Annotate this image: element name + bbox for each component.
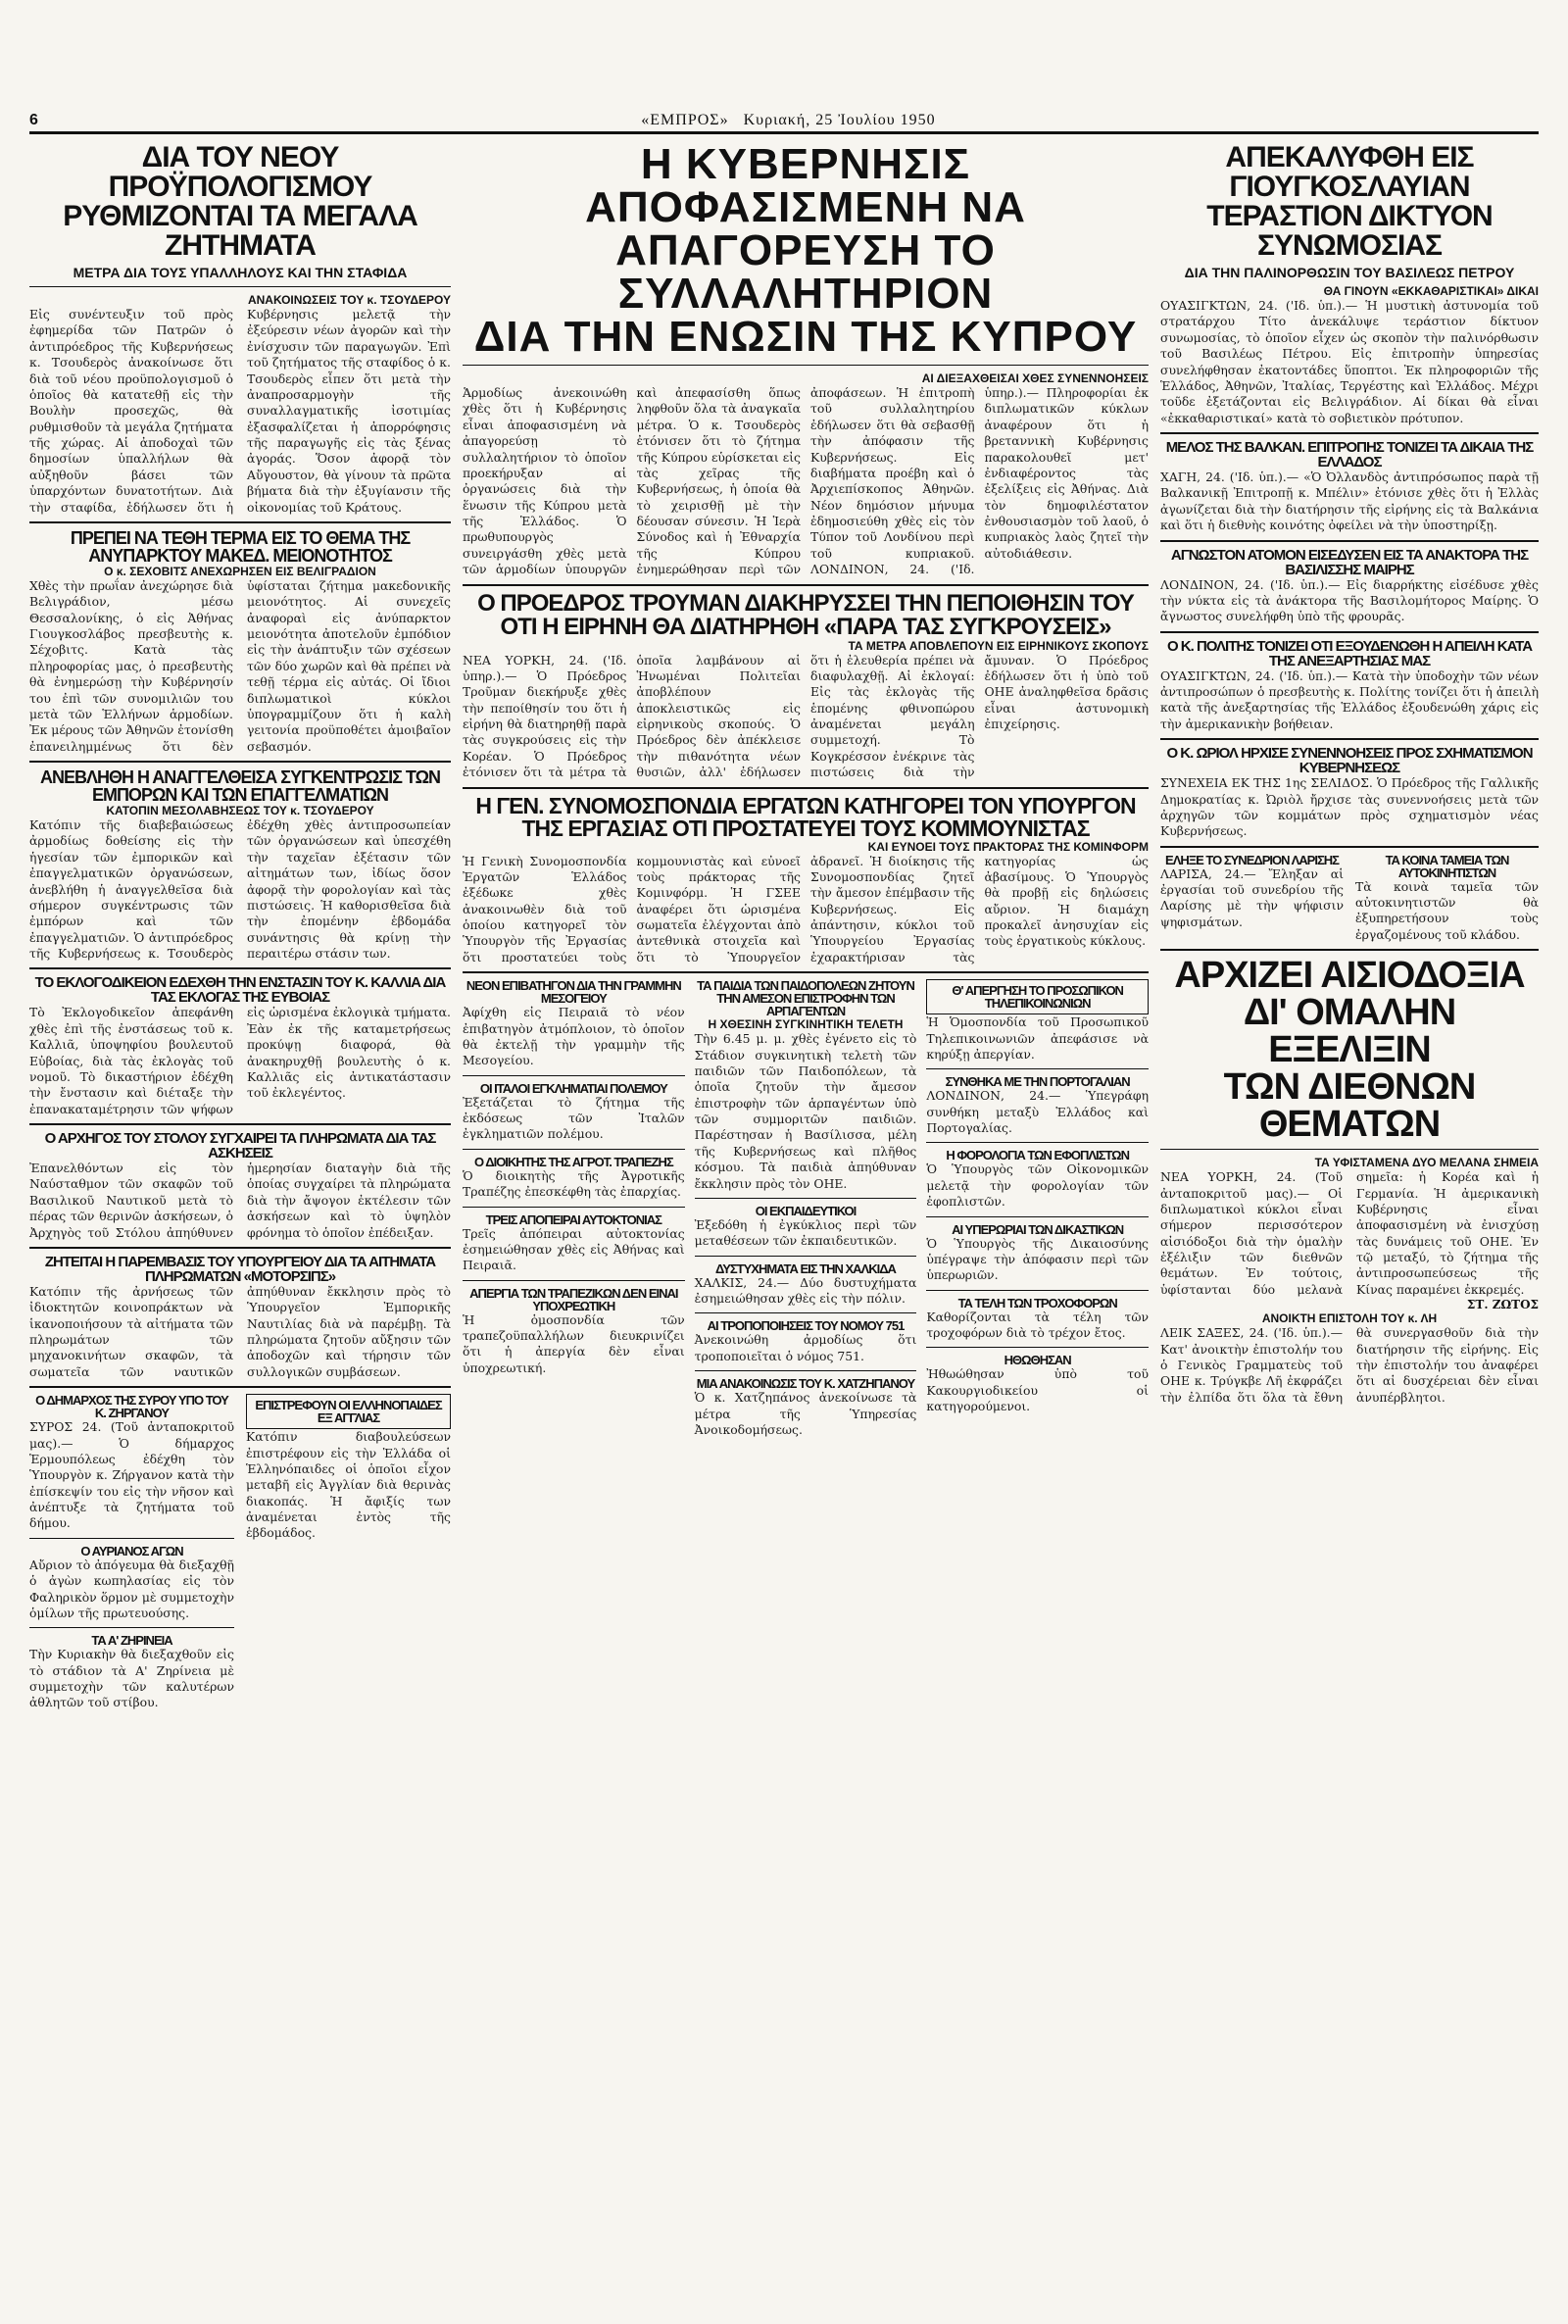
euboea-headline: ΤΟ ΕΚΛΟΓΟΔΙΚΕΙΟΝ ΕΔΕΧΘΗ ΤΗΝ ΕΝΣΤΑΣΙΝ ΤΟΥ Κ. ΚΑΛΛΙΑ ΔΙΑ ΤΑΣ ΕΚΛΟΓΑΣ ΤΗΣ ΕΥΒΟΙΑΣ	[34, 974, 446, 1007]
cyprus-kicker: ΑΙ ΔΙΕΞΑΧΘΕΙΣΑΙ ΧΘΕΣ ΣΥΝΕΝΝΟΗΣΕΙΣ	[921, 371, 1149, 385]
paper-name: «ΕΜΠΡΟΣ»	[641, 112, 729, 128]
rowing-body: Αὔριον τὸ ἀπόγευμα θὰ διεξαχθῇ ὁ ἀγὼν κωπηλασίας εἰς τὸν Φαληρικὸν ὅρμον μὲ συμμετοχὴν ὁμίλων τῆς πρωτευούσης.	[29, 1557, 234, 1620]
misc-2-headline: ΑΙ ΥΠΕΡΩΡΙΑΙ ΤΩΝ ΔΙΚΑΣΤΙΚΩΝ	[952, 1221, 1124, 1237]
article-motorships	[29, 1255, 451, 1380]
article-labor	[463, 792, 1149, 966]
middle-bottom-col1	[463, 979, 685, 1438]
labor-headline-2: ΤΗΣ ΕΡΓΑΣΙΑΣ ΟΤΙ ΠΡΟΣΤΑΤΕΥΕΙ ΤΟΥΣ ΚΟΜΜΟΥΝΙΣΤΑΣ	[521, 815, 1090, 841]
euboea-body: Τὸ Ἐκλογοδικεῖον ἀπεφάνθη χθὲς ἐπὶ τῆς ἐνστάσεως τοῦ κ. Καλλιᾶ, ὑποψηφίου βουλευτοῦ Εὐβοίας, διὰ τὰς ἐκλογὰς τοῦ νομοῦ. Τὸ δικαστήριον ἐδέχθη τὴν ἔνστασιν καὶ διέταξε τὴν ἐπανακαταμέτρησιν τῶν ψήφων εἰς ὡρισμένα ἐκλογικὰ τμήματα. Ἐὰν ἐκ τῆς καταμετρήσεως προκύψῃ διαφορά, θὰ ἀνακηρυχθῇ βουλευτὴς ὁ κ. Καλλιᾶς εἰς ἀντικατάστασιν τοῦ ἐκλεγέντος.	[29, 1005, 451, 1116]
misc-1-body: ΧΑΛΚΙΣ, 24.— Δύο δυστυχήματα ἐσημειώθησαν χθὲς εἰς τὴν πόλιν.	[694, 1274, 917, 1306]
yugoslavia-kicker: ΘΑ ΓΙΝΟΥΝ «ΕΚΚΑΘΑΡΙΣΤΙΚΑΙ» ΔΙΚΑΙ	[1323, 284, 1539, 298]
short-1-headline: ΟΙ ΙΤΑΛΟΙ ΕΓΚΛΗΜΑΤΙΑΙ ΠΟΛΕΜΟΥ	[479, 1080, 667, 1096]
left-bottom-b	[246, 1394, 451, 1711]
zhrineia-body: Τὴν Κυριακὴν θὰ διεξαχθοῦν εἰς τὸ στάδιον τὰ Α' Ζηρίνεια μὲ συμμετοχὴν τῶν καλυτέρων ἀθλητῶν τοῦ στίβου.	[29, 1647, 234, 1710]
children-body: Τὴν 6.45 μ. μ. χθὲς ἐγένετο εἰς τὸ Στάδιον συγκινητικὴ τελετὴ τῶν παιδιῶν τῶν Παιδοπόλεων, τὰ ὁποῖα ζητοῦν τὴν ἄμεσον ἐπιστροφὴν τῶν ἁρπαγέντων ὑπὸ τῶν συμμοριτῶν παιδιῶν. Παρέστησαν ἡ Βασίλισσα, μέλη τῆς Κυβερνήσεως καὶ πλῆθος κόσμου. Τὰ παιδιὰ ἀπηύθυναν ἔκκλησιν πρὸς τὸν ΟΗΕ.	[694, 1031, 917, 1191]
misc-0-body: Ἐξεδόθη ἡ ἐγκύκλιος περὶ τῶν μεταθέσεων τῶν ἐκπαιδευτικῶν.	[694, 1216, 917, 1249]
misc-4-headline: ΜΙΑ ΑΝΑΚΟΙΝΩΣΙΣ ΤΟΥ Κ. ΧΑΤΖΗΠΑΝΟΥ	[696, 1376, 915, 1392]
col4-1-body: ΛΟΝΔΙΝΟΝ, 24.— Ὑπεγράφη συνθήκη μεταξὺ Ἑλλάδος καὶ Πορτογαλίας.	[926, 1088, 1149, 1135]
short-3-headline: ΤΡΕΙΣ ΑΠΟΠΕΙΡΑΙ ΑΥΤΟΚΤΟΝΙΑΣ	[485, 1211, 662, 1227]
left-column	[29, 143, 451, 1711]
syros-headline: Ο ΔΗΜΑΡΧΟΣ ΤΗΣ ΣΥΡΟΥ ΥΠΟ ΤΟΥ Κ. ΖΗΡΓΑΝΟΥ	[35, 1393, 228, 1421]
short-3-body: Τρεῖς ἀπόπειραι αὐτοκτονίας ἐσημειώθησαν χθὲς εἰς Ἀθήνας καὶ Πειραιᾶ.	[463, 1225, 685, 1273]
col4-0-body: Ἡ Ὁμοσπονδία τοῦ Προσωπικοῦ Τηλεπικοινωνιῶν ἀπεφάσισε νὰ κηρύξῃ ἀπεργίαν.	[926, 1014, 1149, 1062]
truman-headline-2: ΟΤΙ Η ΕΙΡΗΝΗ ΘΑ ΔΙΑΤΗΡΗΘΗ «ΠΑΡΑ ΤΑΣ ΣΥΓΚΡΟΥΣΕΙΣ»	[500, 613, 1111, 640]
cyprus-headline-2: ΑΠΑΓΟΡΕΥΣΗ ΤΟ ΣΥΛΛΑΛΗΤΗΡΙΟΝ	[615, 226, 996, 318]
rowing-headline: Ο ΑΥΡΙΑΝΟΣ ΑΓΩΝ	[80, 1543, 183, 1558]
macedonia-kicker: Ο κ. ΣΕΧΟΒΙΤΣ ΑΝΕΧΩΡΗΣΕΝ ΕΙΣ ΒΕΛΙΓΡΑΔΙΟΝ	[104, 564, 376, 578]
misc-4-body: Ὁ κ. Χατζηπάνος ἀνεκοίνωσε τὰ μέτρα τῆς Ὑπηρεσίας Ἀνοικοδομήσεως.	[694, 1390, 917, 1437]
government-body: ΣΥΝΕΧΕΙΑ ΕΚ ΤΗΣ 1ης ΣΕΛΙΔΟΣ. Ὁ Πρόεδρος τῆς Γαλλικῆς Δημοκρατίας κ. Ὠριὸλ ἤρχισε τὰς συνεννοήσεις μετὰ τῶν ἀρχηγῶν τῶν κομμάτων πρὸς σχηματισμὸν νέας Κυβερνήσεως.	[1160, 775, 1539, 839]
letter-body: ΛΕΙΚ ΣΑΞΕΣ, 24. ('Ιδ. ὑπ.).— Κατ' ἀνοικτὴν ἐπιστολήν του ὁ Γενικὸς Γραμματεὺς τοῦ ΟΗΕ κ. Τρύγκβε Λῆ ἐκφράζει τὴν ἐλπίδα ὅτι ὅλα τὰ ἔθνη θὰ συνεργασθοῦν διὰ τὴν διατήρησιν τῆς εἰρήνης. Εἰς τὴν ἐπιστολήν του ἀναφέρει ὅτι αἱ δυσχέρειαι δὲν εἶναι ἀνυπέρβλητοι.	[1160, 1325, 1539, 1405]
col4-0-headline: Θ' ΑΠΕΡΓΗΣΗ ΤΟ ΠΡΟΣΩΠΙΚΟΝ ΤΗΛΕΠΙΚΟΙΝΩΝΙΩΝ	[952, 983, 1123, 1012]
cyprus-headline-3: ΔΙΑ ΤΗΝ ΕΝΩΣΙΝ ΤΗΣ ΚΥΠΡΟΥ	[473, 313, 1138, 361]
motorships-headline: ΖΗΤΕΙΤΑΙ Η ΠΑΡΕΜΒΑΣΙΣ ΤΟΥ ΥΠΟΥΡΓΕΙΟΥ ΔΙΑ ΤΑ ΑΙΤΗΜΑΤΑ ΠΛΗΡΩΜΑΤΩΝ «ΜΟΤΟΡΣΙΠΣ»	[44, 1253, 436, 1285]
article-fleet	[29, 1131, 451, 1241]
right-mid-grid	[1160, 854, 1539, 944]
labor-headline-1: Η ΓΕΝ. ΣΥΝΟΜΟΣΠΟΝΔΙΑ ΕΡΓΑΤΩΝ ΚΑΤΗΓΟΡΕΙ ΤΟΝ ΥΠΟΥΡΓΟΝ	[475, 792, 1136, 818]
letter-headline: ΑΝΟΙΚΤΗ ΕΠΙΣΤΟΛΗ ΤΟΥ κ. ΛΗ	[1261, 1311, 1438, 1326]
truman-headline-1: Ο ΠΡΟΕΔΡΟΣ ΤΡΟΥΜΑΝ ΔΙΑΚΗΡΥΣΣΕΙ ΤΗΝ ΠΕΠΟΙΘΗΣΙΝ ΤΟΥ	[477, 589, 1134, 617]
misc-0-headline: ΟΙ ΕΚΠΑΙΔΕΥΤΙΚΟΙ	[755, 1203, 857, 1218]
motorships-body: Κατόπιν τῆς ἀρνήσεως τῶν ἰδιοκτητῶν κοινοπράκτων νὰ ἱκανοποιήσουν τὰ αἰτήματα τῶν πληρωμάτων τῶν μηχανοκινήτων σκαφῶν, τὰ σωματεῖα τῶν ναυτικῶν ἀπηύθυναν ἔκκλησιν πρὸς τὸ Ὑπουργεῖον Ἐμπορικῆς Ναυτιλίας διὰ νὰ παρέμβῃ. Τὰ πληρώματα ζητοῦν αὔξησιν τῶν ἀποδοχῶν καὶ τήρησιν τῶν συλλογικῶν συμβάσεων.	[29, 1283, 451, 1379]
children-kicker: Η ΧΘΕΣΙΝΗ ΣΥΓΚΙΝΗΤΙΚΗ ΤΕΛΕΤΗ	[708, 1017, 904, 1032]
misc-3-body: Ἀνεκοινώθη ἀρμοδίως ὅτι τροποποιεῖται ὁ νόμος 751.	[694, 1332, 917, 1363]
short-4-body: Ἡ ὁμοσπονδία τῶν τραπεζοϋπαλλήλων διευκρινίζει ὅτι ἡ ἀπεργία δὲν εἶναι ὑποχρεωτική.	[463, 1311, 685, 1375]
macedonia-headline: ΠΡΕΠΕΙ ΝΑ ΤΕΘΗ ΤΕΡΜΑ ΕΙΣ ΤΟ ΘΕΜΑ ΤΗΣ ΑΝΥΠΑΡΚΤΟΥ ΜΑΚΕΔ. ΜΕΙΟΝΟΤΗΤΟΣ	[70, 527, 411, 566]
left-bottom-a	[29, 1394, 234, 1711]
misc-5-headline: ΤΑ ΤΕΛΗ ΤΩΝ ΤΡΟΧΟΦΟΡΩΝ	[957, 1295, 1117, 1310]
truman-kicker: ΤΑ ΜΕΤΡΑ ΑΠΟΒΛΕΠΟΥΝ ΕΙΣ ΕΙΡΗΝΙΚΟΥΣ ΣΚΟΠΟΥΣ	[848, 638, 1149, 653]
optimism-headline-3: ΤΩΝ ΔΙΕΘΝΩΝ ΘΕΜΑΤΩΝ	[1223, 1066, 1476, 1146]
misc-6-headline: ΗΘΩΘΗΣΑΝ	[1004, 1353, 1071, 1368]
cyprus-headline-1: Η ΚΥΒΕΡΝΗΣΙΣ ΑΠΟΦΑΣΙΣΜΕΝΗ ΝΑ	[585, 140, 1026, 231]
budget-subhead: ΜΕΤΡΑ ΔΙΑ ΤΟΥΣ ΥΠΑΛΛΗΛΟΥΣ ΚΑΙ ΤΗΝ ΣΤΑΦΙΔΑ	[73, 265, 408, 280]
syros-body: ΣΥΡΟΣ 24. (Τοῦ ἀνταποκριτοῦ μας).— Ὁ δήμαρχος Ἑρμουπόλεως ἐδέχθη τὸν Ὑπουργὸν κ. Ζήργανον κατὰ τὴν ἐπίσκεψίν του εἰς τὴν νῆσον καὶ ἀνέπτυξε τὰ ζητήματα τοῦ δήμου.	[29, 1419, 234, 1531]
masthead-center	[641, 112, 935, 129]
short-2-headline: Ο ΔΙΟΙΚΗΤΗΣ ΤΗΣ ΑΓΡΟΤ. ΤΡΑΠΕΖΗΣ	[474, 1154, 673, 1169]
short-0-headline: ΝΕΟΝ ΕΠΙΒΑΤΗΓΟΝ ΔΙΑ ΤΗΝ ΓΡΑΜΜΗΝ ΜΕΣΟΓΕΙΟΥ	[466, 978, 681, 1007]
issue-date: Κυριακή, 25 Ἰουλίου 1950	[743, 112, 936, 128]
politis-body: ΟΥΑΣΙΓΚΤΩΝ, 24. ('Ιδ. ὑπ.).— Κατὰ τὴν ὑποδοχὴν τῶν νέων ἀντιπροσώπων ὁ πρεσβευτὴς κ. Πολίτης τονίζει ὅτι ἡ ἀπειλὴ κατὰ τῆς ἀνεξαρτησίας τῆς Ἑλλάδος ἐξουδενώθη χάρις εἰς τὴν ἀμερικανικὴν βοήθειαν.	[1160, 668, 1539, 731]
left-bottom-grid	[29, 1394, 451, 1711]
larisa-headline: ΕΛΗΞΕ ΤΟ ΣΥΝΕΔΡΙΟΝ ΛΑΡΙΣΗΣ	[1165, 852, 1339, 867]
yugoslavia-body: ΟΥΑΣΙΓΚΤΩΝ, 24. ('Ιδ. ὑπ.).— Ἡ μυστικὴ ἀστυνομία τοῦ στρατάρχου Τίτο ἀνεκάλυψε τεράστιον δίκτυον συνωμοσίας, τὸ ὁποῖον εἶχεν ὡς σκοπὸν τὴν παλινόρθωσιν τοῦ Βασιλέως Πέτρου. Εἰς ἐπιτροπὴν ὑπηρεσίας συνελήφθησαν ἐκατοντάδες ὕποπτοι. Ἐκ πληροφοριῶν τῆς Ἑλλάδος, Ἀθηνῶν, Ἰταλίας, Τεργέστης καὶ Ἑλλάδος. Μέχρι τοῦδε ἐξετάζονται εἰς Βελιγράδιον. Αἱ δίκαι θὰ εἶναι «ἐκκαθαριστικαί» κατὰ τὸ σοβιετικὸν πρότυπον.	[1160, 298, 1539, 425]
zhrineia-headline: ΤΑ Α' ΖΗΡΙΝΕΙΑ	[91, 1633, 172, 1649]
balkans-body: ΧΑΓΗ, 24. ('Ιδ. ὑπ.).— «Ὁ Ὀλλανδὸς ἀντιπρόσωπος παρὰ τῇ Βαλκανικῇ Ἐπιτροπῇ κ. Μπέλιν» ἐτόνισε χθὲς ὅτι ἡ Ἑλλὰς ἀγωνίζεται διὰ τὴν διατήρησιν τῆς εἰρήνης εἰς τὰ Βαλκάνια καὶ ὅτι ἡ διεθνὴς κοινότης ὀφείλει νὰ τὴν ὑποστηρίξῃ.	[1160, 470, 1539, 533]
drivers-headline: ΤΑ ΚΟΙΝΑ ΤΑΜΕΙΑ ΤΩΝ ΑΥΤΟΚΙΝΗΤΙΣΤΩΝ	[1385, 852, 1509, 880]
article-larisa	[1160, 854, 1344, 944]
middle-bottom-col2	[695, 979, 917, 1438]
labor-body: Ἡ Γενικὴ Συνομοσπονδία Ἐργατῶν Ἑλλάδος ἐξέδωκε χθὲς ἀνακοινωθὲν διὰ τοῦ ὁποίου κατηγορεῖ τὸν Ὑπουργὸν τῆς Ἐργασίας ὅτι προστατεύει τοὺς κομμουνιστὰς καὶ εὐνοεῖ τοὺς πράκτορας τῆς Κομινφόρμ. Ἡ ΓΣΕΕ ἀναφέρει ὅτι ὡρισμένα σωματεῖα ἐλέγχονται ἀπὸ ἀντεθνικὰ στοιχεῖα καὶ ὅτι τὸ Ὑπουργεῖον ἀδρανεῖ. Ἡ διοίκησις τῆς Συνομοσπονδίας ζητεῖ τὴν ἄμεσον ἐπέμβασιν τῆς Κυβερνήσεως. Εἰς ἀπάντησιν, κύκλοι τοῦ Ὑπουργείου Ἐργασίας ἐχαρακτήρισαν τὰς κατηγορίας ὡς ἀβασίμους. Ὁ Ὑπουργὸς θὰ προβῇ εἰς δηλώσεις αὔριον. Ἡ διαμάχη προκαλεῖ ἀνησυχίαν εἰς τοὺς ἐργατικοὺς κύκλους.	[463, 853, 1149, 964]
truman-body: ΝΕΑ ΥΟΡΚΗ, 24. ('Ιδ. ὑπηρ.).— Ὁ Πρόεδρος Τροῦμαν διεκήρυξε χθὲς τὴν πεποίθησίν του ὅτι ἡ εἰρήνη θὰ διατηρηθῇ παρὰ τὰς συγκρούσεις εἰς τὴν Κορέαν. Ὁ Πρόεδρος ἐτόνισεν ὅτι τὰ μέτρα τὰ ὁποῖα λαμβάνουν αἱ Ἡνωμέναι Πολιτεῖαι ἀποβλέπουν ἀποκλειστικῶς εἰς εἰρηνικοὺς σκοπούς. Ὁ Πρόεδρος δὲν ἀπέκλεισε τὴν πιθανότητα νέων θυσιῶν, ἀλλ' ἐδήλωσεν ὅτι ἡ ἐλευθερία πρέπει νὰ διαφυλαχθῇ. Αἱ ἐκλογαί: Εἰς τὰς ἐκλογὰς τῆς ἑπομένης φθινοπώρου ἀναμένεται μεγάλη συμμετοχή. Τὸ Κογκρέσσον ἐνέκρινε τὰς πιστώσεις διὰ τὴν ἄμυναν. Ὁ Πρόεδρος ἐδήλωσεν ὅτι ἡ ὑπὸ τοῦ ΟΗΕ ἀναληφθεῖσα δρᾶσις εἶναι ἀστυνομικὴ ἐπιχείρησις.	[463, 652, 1149, 780]
short-2-body: Ὁ διοικητὴς τῆς Ἀγροτικῆς Τραπέζης ἐπεσκέφθη τὰς ἐπαρχίας.	[463, 1167, 685, 1200]
article-macedonia	[29, 529, 451, 755]
page-number: 6	[29, 112, 38, 128]
optimism-kicker: ΤΑ ΥΦΙΣΤΑΜΕΝΑ ΔΥΟ ΜΕΛΑΝΑ ΣΗΜΕΙΑ	[1314, 1156, 1539, 1170]
politis-headline: Ο Κ. ΠΟΛΙΤΗΣ ΤΟΝΙΖΕΙ ΟΤΙ ΕΞΟΥΔΕΝΩΘΗ Η ΑΠΕΙΛΗ ΚΑΤΑ ΤΗΣ ΑΝΕΞΑΡΤΗΣΙΑΣ ΜΑΣ	[1166, 637, 1533, 669]
fleet-body: Ἐπανελθόντων εἰς τὸν Ναύσταθμον τῶν σκαφῶν τοῦ Βασιλικοῦ Ναυτικοῦ μετὰ τὸ πέρας τῶν θερινῶν ἀσκήσεων, ὁ Ἀρχηγὸς τοῦ Στόλου ἀπηύθυνεν ἡμερησίαν διαταγὴν διὰ τῆς ὁποίας συγχαίρει τὰ πληρώματα διὰ τὴν ἄψογον ἐκτέλεσιν τῶν ἀσκήσεων καὶ τὸ ὑψηλὸν φρόνημα τὸ ὁποῖον ἐπέδειξαν.	[29, 1161, 451, 1240]
optimism-body: ΝΕΑ ΥΟΡΚΗ, 24. (Τοῦ ἀνταποκριτοῦ μας).— Οἱ διπλωματικοὶ κύκλοι εἶναι σήμερον περισσότερον αἰσιόδοξοι διὰ τὴν ὁμαλὴν ἐξέλιξιν τῶν διεθνῶν θεμάτων. Ἐν τούτοις, ὑφίστανται δύο μελανὰ σημεῖα: ἡ Κορέα καὶ ἡ Γερμανία. Ἡ ἀμερικανικὴ Κυβέρνησις εἶναι ἀποφασισμένη νὰ ἐνισχύσῃ τὰς δυνάμεις τοῦ ΟΗΕ. Ἐν τῷ μεταξύ, τὸ ζήτημα τῆς ἀντιπροσωπεύσεως τῆς Κίνας παραμένει ἐκκρεμές.	[1160, 1169, 1539, 1297]
optimism-headline-1: ΑΡΧΙΖΕΙ ΑΙΣΙΟΔΟΞΙΑ	[1174, 955, 1525, 997]
col4-1-headline: ΣΥΝΘΗΚΑ ΜΕ ΤΗΝ ΠΟΡΤΟΓΑΛΙΑΝ	[945, 1074, 1130, 1090]
cyprus-body: Ἁρμοδίως ἀνεκοινώθη χθὲς ὅτι ἡ Κυβέρνησις εἶναι ἀποφασισμένη νὰ ἀπαγορεύσῃ τὸ συλλαλητήριον τὸ ὁποῖον προεκήρυξαν αἱ ὀργανώσεις διὰ τὴν ἕνωσιν τῆς Κύπρου μετὰ τῆς Ἑλλάδος. Ὁ πρωθυπουργὸς συνειργάσθη χθὲς μετὰ τῶν ἁρμοδίων ὑπουργῶν καὶ ἀπεφασίσθη ὅπως ληφθοῦν ὅλα τὰ ἀναγκαῖα μέτρα. Ὁ κ. Τσουδερὸς ἐτόνισεν ὅτι τὸ ζήτημα τῆς Κύπρου εὑρίσκεται εἰς τὰς χεῖρας τῆς Κυβερνήσεως, ἡ ὁποία θὰ τὸ χειρισθῇ μὲ τὴν δέουσαν σύνεσιν. Ἡ Ἱερὰ Σύνοδος καὶ ἡ Ἐθναρχία τῆς Κύπρου ἐνημερώθησαν περὶ τῶν ἀποφάσεων. Ἡ ἐπιτροπὴ τοῦ συλλαλητηρίου ἐδήλωσεν ὅτι θὰ σεβασθῇ τὴν ἀπόφασιν τῆς Κυβερνήσεως. Εἰς διαβήματα προέβη καὶ ὁ Ἀρχιεπίσκοπος Ἀθηνῶν. Νέον δημόσιον μήνυμα ἐδημοσιεύθη χθὲς εἰς τὸν Τύπον τοῦ Λονδίνου περὶ τοῦ κυπριακοῦ. ΛΟΝΔΙΝΟΝ, 24. ('Ιδ. ὑπηρ.).— Πληροφορίαι ἐκ διπλωματικῶν κύκλων ἀναφέρουν ὅτι ἡ βρεταννικὴ Κυβέρνησις παρακολουθεῖ μετ' ἐνδιαφέροντος τὰς ἐξελίξεις εἰς Ἀθήνας. Διὰ τὸν δημοφιλέστατον ἐνθουσιασμὸν τοῦ λαοῦ, ὁ κυπριακὸς λαὸς ζητεῖ τὴν αὐτοδιάθεσιν.	[463, 385, 1149, 577]
government-headline: Ο Κ. ΩΡΙΟΛ ΗΡΧΙΣΕ ΣΥΝΕΝΝΟΗΣΕΙΣ ΠΡΟΣ ΣΧΗΜΑΤΙΣΜΟΝ ΚΥΒΕΡΝΗΣΕΩΣ	[1166, 745, 1533, 777]
misc-6-body: Ἠθωώθησαν ὑπὸ τοῦ Κακουργιοδικείου οἱ κατηγορούμενοι.	[926, 1366, 1149, 1414]
short-4-headline: ΑΠΕΡΓΙΑ ΤΩΝ ΤΡΑΠΕΖΙΚΩΝ ΔΕΝ ΕΙΝΑΙ ΥΠΟΧΡΕΩΤΙΚΗ	[469, 1285, 678, 1313]
misc-1-headline: ΔΥΣΤΥΧΗΜΑΤΑ ΕΙΣ ΤΗΝ ΧΑΛΚΙΔΑ	[715, 1261, 896, 1276]
balkans-headline: ΜΕΛΟΣ ΤΗΣ ΒΑΛΚΑΝ. ΕΠΙΤΡΟΠΗΣ ΤΟΝΙΖΕΙ ΤΑ ΔΙΚΑΙΑ ΤΗΣ ΕΛΛΑΔΟΣ	[1165, 439, 1534, 470]
misc-2-body: Ὁ Ὑπουργὸς τῆς Δικαιοσύνης ὑπέγραψε τὴν ἀπόφασιν περὶ τῶν ὑπερωριῶν.	[926, 1235, 1149, 1283]
budget-headline: ΔΙΑ ΤΟΥ ΝΕΟΥ ΠΡΟΫΠΟΛΟΓΙΣΜΟΥ ΡΥΘΜΙΖΟΝΤΑΙ ΤΑ ΜΕΓΑΛΑ ΖΗΤΗΜΑΤΑ	[63, 141, 417, 262]
col4-2-headline: Η ΦΟΡΟΛΟΓΙΑ ΤΩΝ ΕΦΟΠΛΙΣΤΩΝ	[946, 1148, 1129, 1163]
children-headline: ΤΑ ΠΑΙΔΙΑ ΤΩΝ ΠΑΙΔΟΠΟΛΕΩΝ ΖΗΤΟΥΝ ΤΗΝ ΑΜΕΣΟΝ ΕΠΙΣΤΡΟΦΗΝ ΤΩΝ ΑΡΠΑΓΕΝΤΩΝ	[697, 978, 914, 1019]
optimism-headline-2: ΔΙ' ΟΜΑΛΗΝ ΕΞΕΛΙΞΙΝ	[1243, 992, 1456, 1071]
article-drivers	[1355, 854, 1539, 944]
article-government	[1160, 746, 1539, 840]
drivers-body: Τὰ κοινὰ ταμεῖα τῶν αὐτοκινητιστῶν θὰ ἐξυπηρετήσουν τοὺς ἐργαζομένους τοῦ κλάδου.	[1355, 878, 1539, 942]
macedonia-body: Χθὲς τὴν πρωΐαν ἀνεχώρησε διὰ Βελιγράδιον, μέσω Θεσσαλονίκης, ὁ εἰς Ἀθήνας Γιουγκοσλάβος πρεσβευτὴς κ. Σέχοβιτς. Κατὰ τὰς πληροφορίας μας, ὁ πρεσβευτὴς θὰ ἐνημερώσῃ τὴν Κυβέρνησίν του ἐπὶ τῶν συνομιλιῶν του μετὰ τῶν Ἑλλήνων ἁρμοδίων. Ἐκ μέρους τῶν Ἀθηνῶν ἐτονίσθη ἐπανειλημμένως ὅτι δὲν ὑφίσταται ζήτημα μακεδονικῆς μειονότητος. Αἱ συνεχεῖς ἀναφοραὶ εἰς ἀνύπαρκτον μειονότητα ἀποτελοῦν ἐμπόδιον εἰς τὴν ἀνάπτυξιν τῶν σχέσεων τῶν δύο χωρῶν καὶ θὰ πρέπει νὰ τεθῇ τέρμα εἰς αὐτάς. Οἱ ἴδιοι διπλωματικοὶ κύκλοι ὑπογραμμίζουν ὅτι ἡ καλὴ γειτονία προϋποθέτει ἀμοιβαῖον σεβασμόν.	[29, 577, 451, 754]
short-1-body: Ἐξετάζεται τὸ ζήτημα τῆς ἐκδόσεως τῶν Ἰταλῶν ἐγκληματιῶν πολέμου.	[463, 1094, 685, 1142]
article-euboea	[29, 975, 451, 1117]
article-yugoslavia	[1160, 143, 1539, 426]
merchants-kicker: ΚΑΤΟΠΙΝ ΜΕΣΟΛΑΒΗΣΕΩΣ ΤΟΥ κ. ΤΣΟΥΔΕΡΟΥ	[106, 804, 374, 817]
misc-5-body: Καθορίζονται τὰ τέλη τῶν τροχοφόρων διὰ τὸ τρέχον ἔτος.	[926, 1309, 1149, 1340]
misc-3-headline: ΑΙ ΤΡΟΠΟΠΟΙΗΣΕΙΣ ΤΟΥ ΝΟΜΟΥ 751	[707, 1318, 905, 1334]
budget-kicker: ΑΝΑΚΟΙΝΩΣΕΙΣ ΤΟΥ κ. ΤΣΟΥΔΕΡΟΥ	[247, 293, 451, 307]
larisa-body: ΛΑΡΙΣΑ, 24.— Ἔληξαν αἱ ἐργασίαι τοῦ συνεδρίου τῆς Λαρίσης μὲ τὴν ψήφισιν ψηφισμάτων.	[1160, 865, 1344, 929]
optimism-signature: ΣΤ. ΖΩΤΟΣ	[1466, 1298, 1539, 1312]
returning-body: Κατόπιν διαβουλεύσεων ἐπιστρέφουν εἰς τὴν Ἑλλάδα οἱ Ἑλληνόπαιδες οἱ ὁποῖοι εἶχον μεταβῆ εἰς Ἀγγλίαν διὰ θερινὰς διακοπάς. Ἡ ἄφιξίς των ἀναμένεται ἐντὸς τῆς ἑβδομάδος.	[246, 1429, 451, 1541]
article-palace	[1160, 548, 1539, 625]
article-truman	[463, 589, 1149, 781]
palace-body: ΛΟΝΔΙΝΟΝ, 24. ('Ιδ. ὑπ.).— Εἰς διαρρήκτης εἰσέδυσε χθὲς τὴν νύκτα εἰς τὰ ἀνάκτορα τῆς Βασιλομήτορος Μαίρης. Ὁ ἄγνωστος συνελήφθη ὑπὸ τῆς φρουρᾶς.	[1160, 576, 1539, 624]
budget-body: Εἰς συνέντευξιν τοῦ πρὸς ἐφημερίδα τῶν Πατρῶν ὁ ἀντιπρόεδρος τῆς Κυβερνήσεως κ. Τσουδερὸς ἀνακοίνωσε ὅτι διὰ τοῦ νέου προϋπολογισμοῦ ὁ ὁποῖος θὰ κατατεθῇ εἰς τὴν Βουλὴν προσεχῶς, θὰ ρυθμισθοῦν τὰ μεγάλα ζητήματα τῆς χώρας. Αἱ ἀποδοχαὶ τῶν δημοσίων ὑπαλλήλων θὰ αὐξηθοῦν βάσει τῶν ὑπαρχόντων δυνατοτήτων. Διὰ τὴν σταφίδα, ἐδήλωσεν ὅτι ἡ Κυβέρνησις μελετᾷ τὴν ἐξεύρεσιν νέων ἀγορῶν καὶ τὴν ἐνίσχυσιν τῶν παραγωγῶν. Ἐπὶ τοῦ ζητήματος τῆς σταφίδος ὁ κ. Τσουδερὸς εἶπεν ὅτι μετὰ τὴν ἀναπροσαρμογὴν τῆς συναλλαγματικῆς ἰσοτιμίας ἐξασφαλίζεται ἡ ἀπορρόφησις τῆς παραγωγῆς εἰς τὰς ξένας ἀγοράς. Ὅσον ἀφορᾷ τὸν Αὔγουστον, θὰ γίνουν τὰ πρῶτα βήματα διὰ τὴν ἐξυγίανσιν τῆς οἰκονομίας τοῦ Κράτους.	[29, 307, 451, 515]
middle-column	[463, 140, 1149, 1438]
merchants-headline: ΑΝΕΒΛΗΘΗ Η ΑΝΑΓΓΕΛΘΕΙΣΑ ΣΥΓΚΕΝΤΡΩΣΙΣ ΤΩΝ ΕΜΠΟΡΩΝ ΚΑΙ ΤΩΝ ΕΠΑΓΓΕΛΜΑΤΙΩΝ	[39, 767, 441, 805]
returning-headline: ΕΠΙΣΤΡΕΦΟΥΝ ΟΙ ΕΛΛΗΝΟΠΑΙΔΕΣ ΕΞ ΑΓΓΛΙΑΣ	[255, 1398, 442, 1426]
article-optimism	[1160, 957, 1539, 1406]
article-merchants	[29, 768, 451, 962]
merchants-body: Κατόπιν τῆς διαβεβαιώσεως ἀρμοδίως δοθείσης εἰς τὴν ἡγεσίαν τῶν ἐμπορικῶν καὶ ἐπαγγελματικῶν ὀργανώσεων, ἀνεβλήθη ἡ ἀναγγελθεῖσα διὰ σήμερον συγκέντρωσις τῶν ἐμπόρων καὶ τῶν ἐπαγγελματιῶν. Ὁ ἀντιπρόεδρος τῆς Κυβερνήσεως κ. Τσουδερὸς ἐδέχθη χθὲς ἀντιπροσωπείαν τῶν ὀργανώσεων καὶ ὑπεσχέθη τὴν ταχεῖαν ἐξέτασιν τῶν αἰτημάτων των, ἰδίως ὅσον ἀφορᾷ τὴν φορολογίαν καὶ τὰς πιστώσεις. Ἡ καθορισθεῖσα διὰ τὴν ἐπομένην ἑβδομάδα συνάντησις θὰ κρίνῃ τὴν περαιτέρω στάσιν των.	[29, 817, 451, 961]
col4-2-body: Ὁ Ὑπουργὸς τῶν Οἰκονομικῶν μελετᾷ τὴν φορολογίαν τῶν ἐφοπλιστῶν.	[926, 1162, 1149, 1210]
fleet-headline: Ο ΑΡΧΗΓΟΣ ΤΟΥ ΣΤΟΛΟΥ ΣΥΓΧΑΙΡΕΙ ΤΑ ΠΛΗΡΩΜΑΤΑ ΔΙΑ ΤΑΣ ΑΣΚΗΣΕΙΣ	[44, 1130, 436, 1162]
middle-bottom-col3	[926, 979, 1149, 1438]
masthead	[29, 110, 1539, 134]
article-cyprus	[463, 140, 1149, 578]
yugoslavia-subhead: ΔΙΑ ΤΗΝ ΠΑΛΙΝΟΡΘΩΣΙΝ ΤΟΥ ΒΑΣΙΛΕΩΣ ΠΕΤΡΟΥ	[1184, 265, 1515, 280]
article-budget	[29, 143, 451, 516]
article-balkans	[1160, 440, 1539, 534]
article-politis	[1160, 639, 1539, 733]
middle-bottom-grid	[463, 979, 1149, 1438]
short-0-body: Ἀφίχθη εἰς Πειραιᾶ τὸ νέον ἐπιβατηγὸν ἀτμόπλοιον, τὸ ὁποῖον θὰ ἐκτελῇ τὴν γραμμὴν τῆς Μεσογείου.	[463, 1005, 685, 1068]
labor-kicker: ΚΑΙ ΕΥΝΟΕΙ ΤΟΥΣ ΠΡΑΚΤΟΡΑΣ ΤΗΣ ΚΟΜΙΝΦΟΡΜ	[867, 839, 1149, 854]
palace-headline: ΑΓΝΩΣΤΟΝ ΑΤΟΜΟΝ ΕΙΣΕΔΥΣΕΝ ΕΙΣ ΤΑ ΑΝΑΚΤΟΡΑ ΤΗΣ ΒΑΣΙΛΙΣΣΗΣ ΜΑΙΡΗΣ	[1170, 546, 1529, 578]
right-column	[1160, 143, 1539, 1406]
yugoslavia-headline: ΑΠΕΚΑΛΥΦΘΗ ΕΙΣ ΓΙΟΥΓΚΟΣΛΑΥΙΑΝ ΤΕΡΑΣΤΙΟΝ ΔΙΚΤΥΟΝ ΣΥΝΩΜΟΣΙΑΣ	[1206, 141, 1493, 262]
